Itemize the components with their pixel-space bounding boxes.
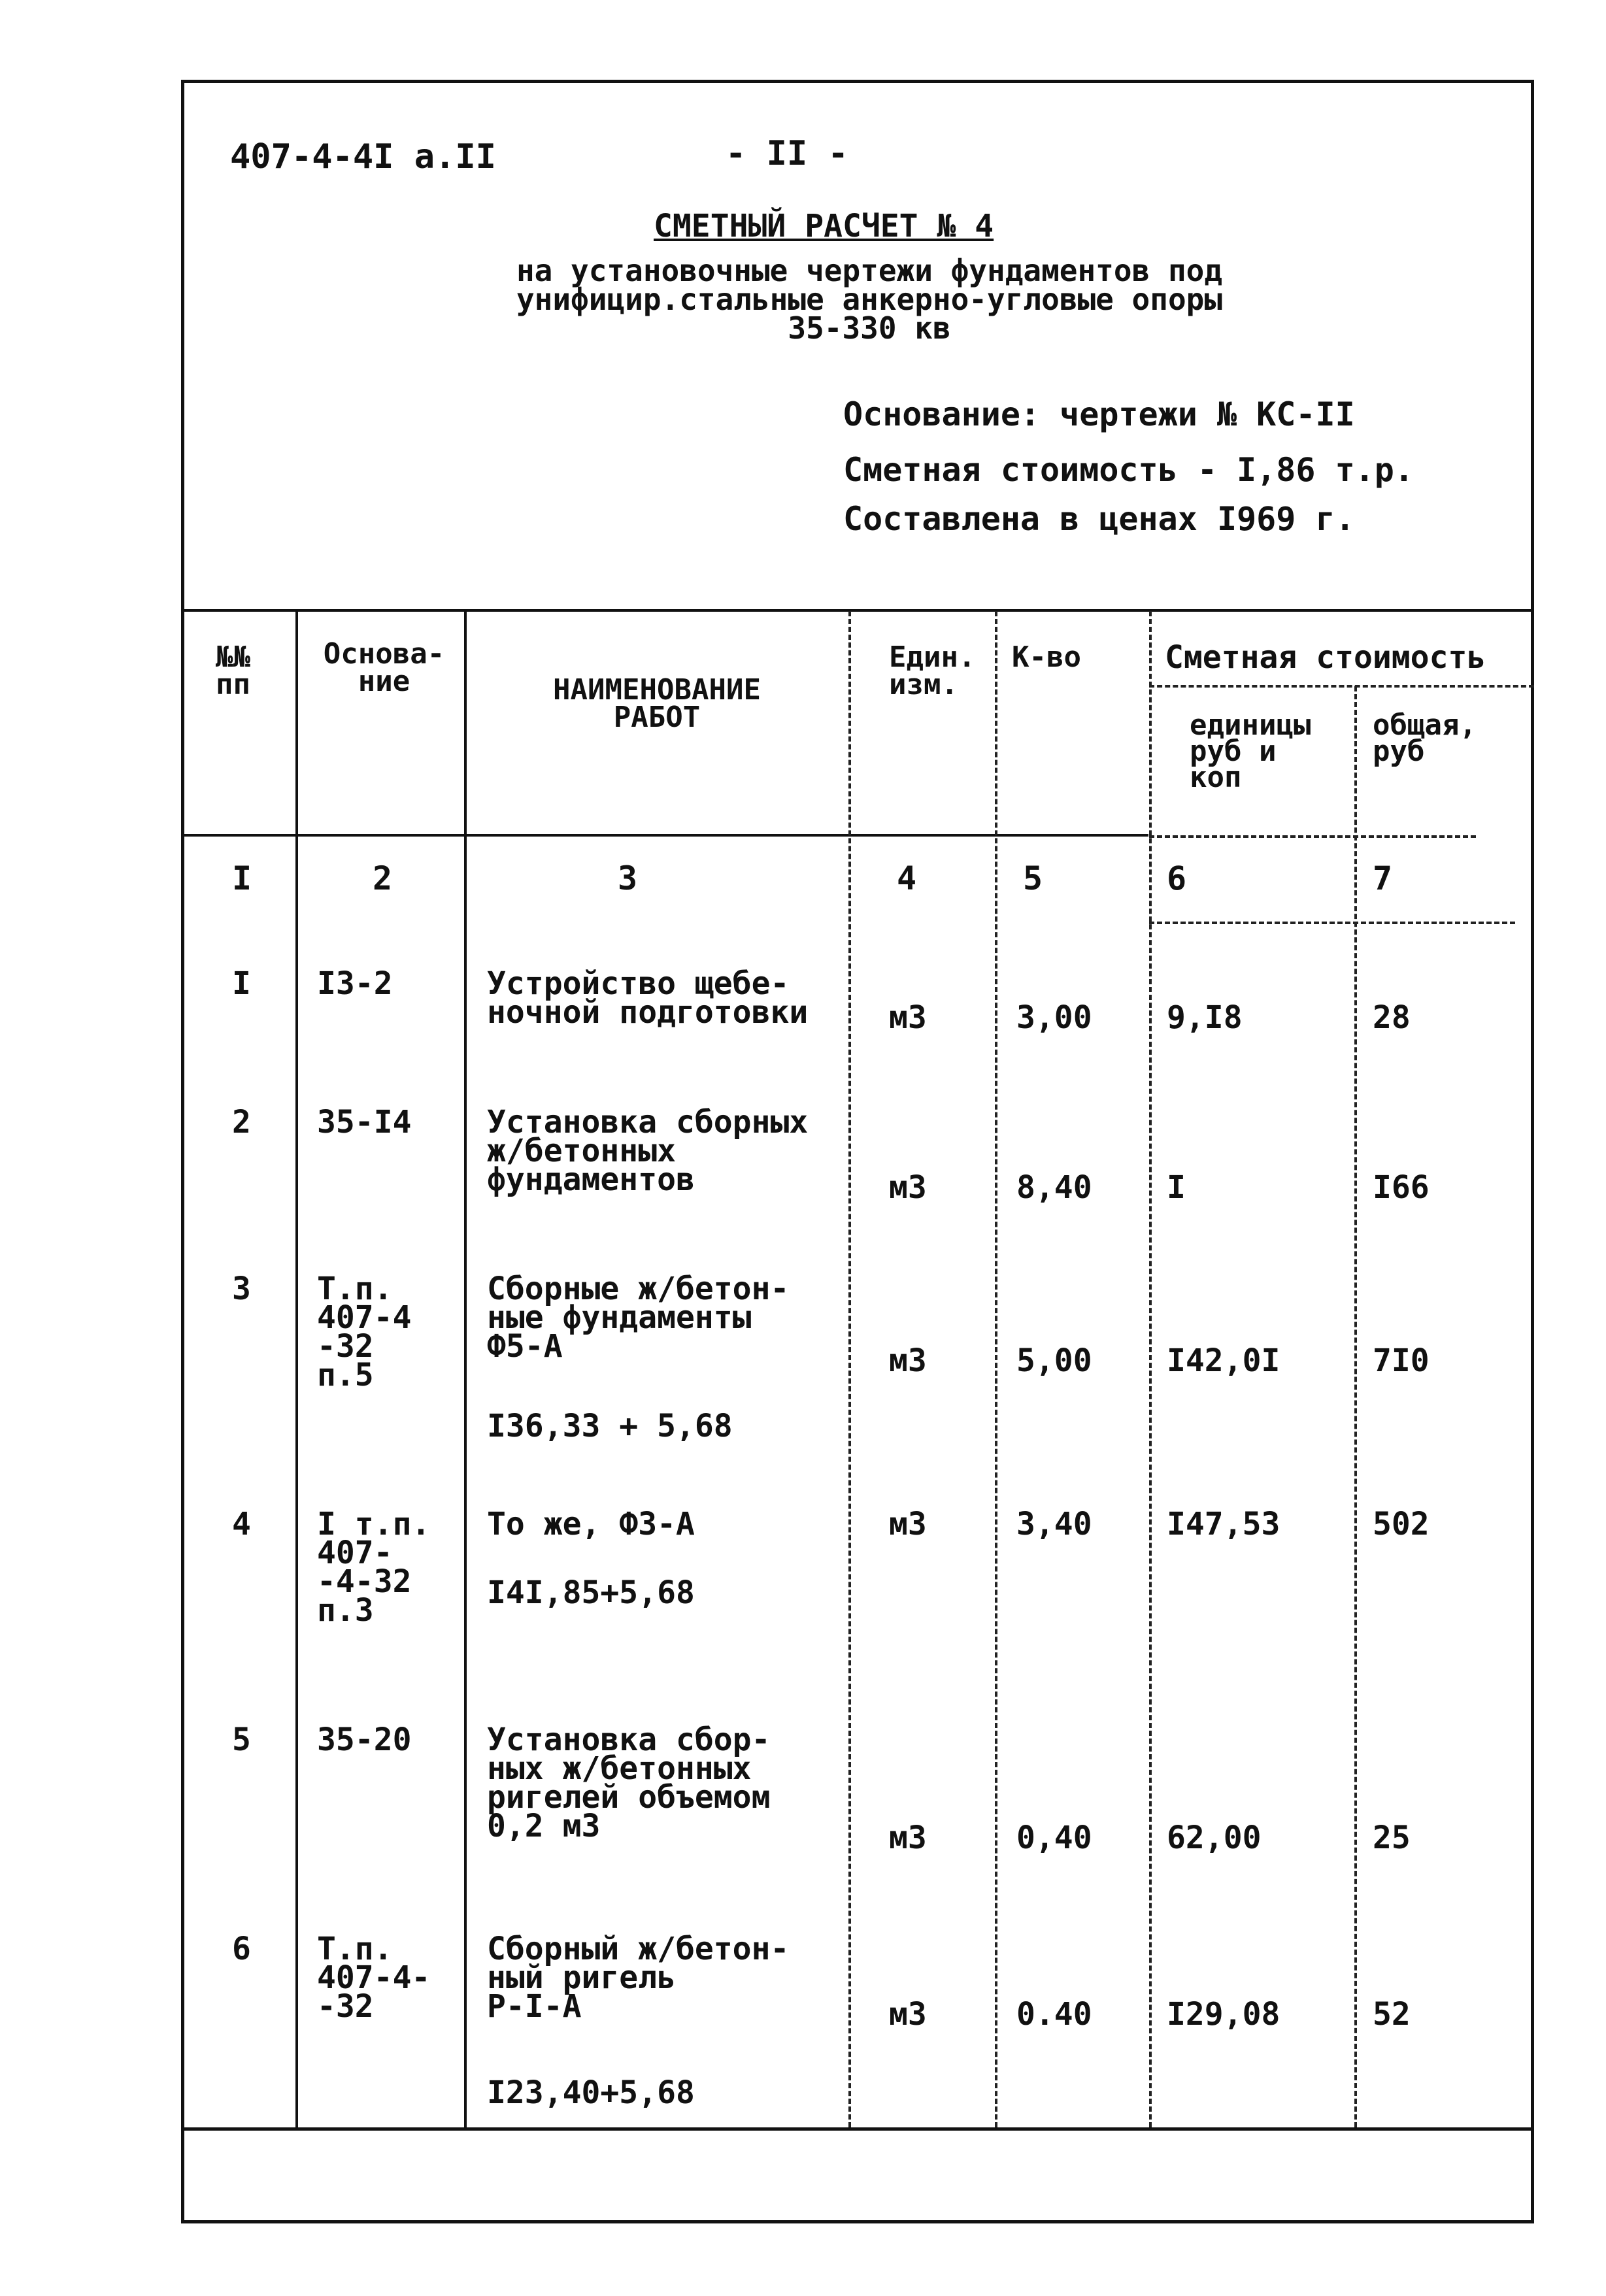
row-total: 502 (1373, 1506, 1430, 1542)
header-bottom-border (181, 834, 1148, 837)
subtitle-line: унифицир.стальные анкерно-угловые опоры (516, 282, 1223, 317)
col-divider-3 (848, 611, 851, 2127)
row-num: 3 (232, 1271, 251, 1307)
row-unit: м3 (889, 1996, 927, 2033)
row-name-line: Установка сборных (487, 1104, 809, 1140)
row-unit-cost: 62,00 (1167, 1820, 1262, 1856)
column-number: 4 (897, 859, 917, 897)
row-num: 6 (232, 1931, 251, 1967)
row-unit-cost: I42,0I (1167, 1342, 1280, 1379)
row-name-line: Устройство щебе- (487, 965, 790, 1002)
header-unit-line: Един. (889, 641, 976, 674)
header-unit (889, 641, 976, 701)
subtitle-line: 35-330 кв (788, 310, 951, 346)
row-name-line: фундаментов (487, 1161, 695, 1198)
row-total: 28 (1373, 999, 1411, 1036)
row-name (487, 1722, 771, 1844)
row-total: 52 (1373, 1996, 1411, 2033)
header-name-line: НАИМЕНОВАНИЕ (553, 673, 761, 707)
table-top-border (181, 609, 1534, 612)
column-number: 7 (1373, 859, 1393, 897)
row-calc: I36,33 + 5,68 (487, 1408, 733, 1444)
estimate-title: СМЕТНЫЙ РАСЧЕТ № 4 (654, 208, 994, 244)
col-divider-5 (1149, 611, 1152, 2127)
row-name (487, 1104, 809, 1198)
row-unit: м3 (889, 1506, 927, 1542)
row-qty: 3,40 (1016, 1506, 1092, 1542)
row-num: I (232, 965, 251, 1002)
row-basis-line: 407- (317, 1535, 393, 1571)
row-basis-line: 407-4 (317, 1299, 412, 1336)
row-unit-cost: I47,53 (1167, 1506, 1280, 1542)
header-basis-line: Основа- (323, 637, 445, 671)
header-num (216, 641, 250, 701)
row-basis-line: п.5 (317, 1357, 374, 1393)
column-number: I (232, 859, 252, 897)
row-name-line: ные фундаменты (487, 1299, 752, 1336)
header-qty: К-во (1012, 641, 1081, 674)
column-number: 5 (1023, 859, 1043, 897)
row-name-line: Сборный ж/бетон- (487, 1931, 790, 1967)
header-name-line: РАБОТ (613, 701, 701, 734)
row-name-line: ж/бетонных (487, 1133, 676, 1169)
row-name (487, 965, 809, 1031)
row-qty: 0,40 (1016, 1820, 1092, 1856)
row-basis-line: -32 (317, 1988, 374, 2025)
row-qty: 0.40 (1016, 1996, 1092, 2033)
row-total: 7I0 (1373, 1342, 1430, 1379)
row-name (487, 1931, 790, 2025)
row-basis-line: I т.п. (317, 1506, 431, 1542)
row-basis-line: Т.п. (317, 1931, 393, 1967)
row-basis (317, 1931, 431, 2025)
row-qty: 3,00 (1016, 999, 1092, 1036)
row-unit-cost: I29,08 (1167, 1996, 1280, 2033)
column-number: 3 (618, 859, 638, 897)
row-num: 4 (232, 1506, 251, 1542)
header-unit-cost (1190, 708, 1311, 794)
row-basis-line: 407-4- (317, 1959, 431, 1996)
row-name-line: Сборные ж/бетон- (487, 1271, 790, 1307)
header-total-cost-line: руб (1373, 735, 1425, 768)
row-total: 25 (1373, 1820, 1411, 1856)
header-total-cost-line: общая, (1373, 708, 1477, 742)
col-divider-6 (1354, 686, 1357, 2127)
row-basis-line: -4-32 (317, 1563, 412, 1600)
row-basis-line: п.3 (317, 1592, 374, 1629)
page-number: - II - (726, 134, 848, 173)
row-name-line: Ф5-А (487, 1328, 563, 1365)
basis-line: Основание: чертежи № КС-II (843, 395, 1355, 433)
row-name-line: Установка сбор- (487, 1722, 771, 1758)
row-basis: 35-I4 (317, 1104, 412, 1140)
row-name (487, 1271, 790, 1365)
row-unit: м3 (889, 1169, 927, 1206)
row-basis: 35-20 (317, 1722, 412, 1758)
row-name-line: 0,2 м3 (487, 1808, 601, 1844)
header-unit-cost-line: коп (1190, 761, 1242, 794)
row-unit: м3 (889, 1820, 927, 1856)
row-basis: I3-2 (317, 965, 393, 1002)
row-name-line: ных ж/бетонных (487, 1750, 752, 1787)
row-unit-cost: I (1167, 1169, 1186, 1206)
estimate-subtitle (458, 253, 1281, 346)
header-cost-group: Сметная стоимость (1165, 639, 1486, 676)
row-total: I66 (1373, 1169, 1430, 1206)
row-calc: I23,40+5,68 (487, 2074, 695, 2111)
header-name (484, 673, 830, 734)
row-name: То же, Ф3-А (487, 1506, 695, 1542)
column-number: 2 (373, 859, 393, 897)
header-basis (314, 637, 454, 698)
cost-group-divider (1149, 685, 1534, 688)
row-name-line: ный ригель (487, 1959, 676, 1996)
row-name-line: ночной подготовки (487, 994, 809, 1031)
header-num-line: пп (216, 668, 250, 701)
subtitle-line: на установочные чертежи фундаментов под (516, 253, 1223, 288)
row-name-line: Р-I-А (487, 1988, 582, 2025)
header-bottom-dashed (1149, 835, 1476, 838)
col-divider-4 (995, 611, 997, 2127)
col-divider-2 (464, 611, 467, 2127)
row-calc: I4I,85+5,68 (487, 1574, 695, 1611)
header-unit-cost-line: руб и (1190, 735, 1277, 768)
row-qty: 8,40 (1016, 1169, 1092, 1206)
row-num: 5 (232, 1722, 251, 1758)
prices-line: Составлена в ценах I969 г. (843, 500, 1355, 538)
header-unit-cost-line: единицы (1190, 708, 1311, 742)
colnum-row-dashed (1149, 922, 1515, 924)
column-number: 6 (1167, 859, 1187, 897)
header-basis-line: ние (358, 665, 410, 698)
row-basis (317, 1271, 412, 1393)
header-total-cost (1373, 708, 1477, 768)
row-qty: 5,00 (1016, 1342, 1092, 1379)
row-name-line: ригелей объемом (487, 1779, 771, 1816)
col-divider-1 (295, 611, 298, 2127)
estimated-cost-line: Сметная стоимость - I,86 т.р. (843, 451, 1414, 489)
header-num-line: №№ (216, 641, 250, 674)
row-basis-line: Т.п. (317, 1271, 393, 1307)
row-unit-cost: 9,I8 (1167, 999, 1243, 1036)
header-unit-line: изм. (889, 668, 958, 701)
row-unit: м3 (889, 1342, 927, 1379)
doc-code: 407-4-4I а.II (230, 137, 496, 176)
row-basis (317, 1506, 431, 1629)
row-unit: м3 (889, 999, 927, 1036)
table-bottom-border (181, 2127, 1534, 2131)
row-basis-line: -32 (317, 1328, 374, 1365)
row-num: 2 (232, 1104, 251, 1140)
